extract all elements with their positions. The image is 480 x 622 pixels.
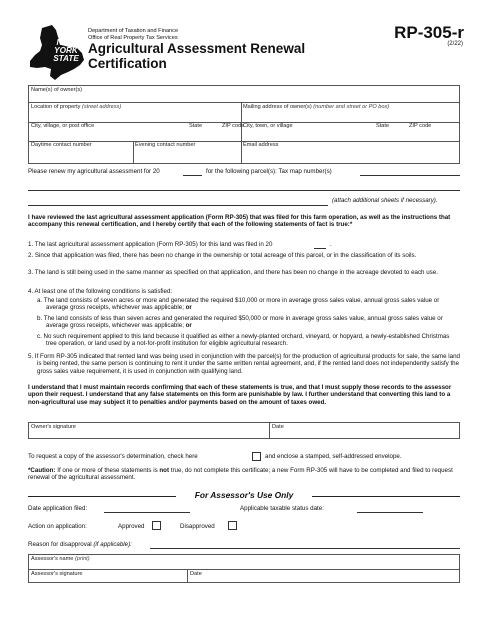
city-field[interactable]: City, village, or post office [31,123,95,129]
request-text-b: and enclose a stamped, self-addressed envelope. [265,453,402,460]
date-filed-input[interactable] [104,512,190,513]
title-line-1: Agricultural Assessment Renewal [88,41,306,56]
dept-line-2: Office of Real Property Tax Services [88,34,178,41]
logo-text: NEW YORK STATE [53,38,79,63]
nys-logo [28,24,86,82]
renew-text-b: for the following parcel(s): Tax map number(s) [206,168,332,175]
assessor-signature-box [28,554,460,583]
filed-year-input[interactable] [314,248,326,249]
item-2: 2. Since that application was filed, there has been no change in the ownership or total acreage of this parcel, or in the classification of its soils. [28,252,417,259]
divider [133,141,134,163]
tax-map-input-2[interactable] [28,190,460,191]
zip-field[interactable]: ZIP code [222,123,245,129]
owner-info-grid [28,85,460,164]
reason-input[interactable] [150,548,460,549]
item-1: 1. The last agricultural assessment application (Form RP-305) for this land was filed in 20 [28,241,273,248]
form-id: RP-305-r [394,23,464,42]
certify-statement: I have reviewed the last agricultural assessment application (Form RP-305) that was filed for this farm operation, as well as the instructions that accompany this renewal certification, and I hereby certify that each of the following statements of fact is true:* [28,214,451,229]
assessor-heading: For Assessor's Use Only [176,490,312,500]
disapproved-label: Disapproved [180,523,215,530]
divider [29,569,459,570]
assessor-signature-field[interactable]: Assessor's signature [31,571,83,577]
renew-year-input[interactable] [183,175,202,176]
mailing-city-field[interactable]: City, town, or village [243,123,293,129]
item-4a: a. The land consists of seven acres or more and generated the required $10,000 or more in average gross sales value, annual gross sales value or average gross receipts, whichever was applicable; or [37,297,440,312]
signature-date-field[interactable]: Date [272,424,284,430]
mailing-state-field[interactable]: State [376,123,390,129]
owner-name-field[interactable]: Name(s) of owner(s) [31,87,82,93]
taxable-date-input[interactable] [357,512,423,513]
tax-map-input[interactable] [360,175,460,176]
date-filed-label: Date application filed: [28,505,88,512]
email-field[interactable]: Email address [243,142,279,148]
item-4b: b. The land consists of less than seven acres and generated the required $50,000 or more in average gross sales value, annual gross sales value or average gross receipts, whichever was applicable; or [37,315,443,330]
assessor-name-field[interactable]: Assessor's name (print) [31,556,90,562]
department-name [88,28,178,41]
item-3: 3. The land is still being used in the same manner as specified on that application, and there has been no change in the acreage devoted to each use. [28,269,438,276]
approved-label: Approved [118,523,145,530]
form-revision: (2/22) [447,41,463,47]
attach-note: (attach additional sheets if necessary). [332,197,438,204]
divider [269,423,270,438]
reason-label: Reason for disapproval (if applicable): [28,541,132,548]
item-5: 5. If Form RP-305 indicated that rented land was being used in conjunction with the parcel(s) for the production of agricultural products for sale, the same land is being rented, the same person is continuing to rent it under the same written rental agreement, and, if the rented land does not independently satisfy the gross sales value requirement, it is used in conjunction with qualifying land. [28,353,460,375]
request-text-a: To request a copy of the assessor's determination, check here [28,453,198,460]
item-4c: c. No such requirement applied to this land because it qualified as either a newly-planted orchard, vineyard, or hopyard, a newly-established Christmas tree operation, or land used by a not-for-profit institution for eligible agricultural research. [37,333,450,348]
daytime-contact-field[interactable]: Daytime contact number [31,142,92,148]
divider [29,102,459,103]
approved-checkbox[interactable] [152,521,161,530]
request-copy-checkbox[interactable] [252,452,261,461]
owner-signature-box [28,422,460,439]
title-line-2: Certification [88,56,167,71]
action-label: Action on application: [28,523,87,530]
divider [187,569,188,582]
location-field[interactable]: Location of property (street address) [31,104,122,110]
divider [241,102,242,163]
mailing-address-field[interactable]: Mailing address of owner(s) (number and street or PO box) [243,104,390,110]
assessor-date-field[interactable]: Date [190,571,202,577]
item-1-end: . [330,241,332,248]
evening-contact-field[interactable]: Evening contact number [135,142,196,148]
form-title [88,41,348,71]
tax-map-input-3[interactable] [28,205,328,206]
dept-line-1: Department of Taxation and Finance [88,28,179,34]
understand-statement: I understand that I must maintain records confirming that each of these statements is true, and that I must supply those records to the assessor upon their request. I understand that any false statements on this form are punishable by law. I further understand that converting this land to a non-agricultural use may subject it to penalties and/or payments based on the amount of taxes owed. [28,384,452,406]
taxable-date-label: Applicable taxable status date: [240,505,324,512]
caution-note: *Caution: If one or more of these statements is not true, do not complete this certificate; a new Form RP-305 will have to be completed and filed to request renewal of the agricultural assessment. [28,467,453,482]
item-4: 4. At least one of the following conditions is satisfied: [28,288,173,295]
state-field[interactable]: State [189,123,203,129]
owner-signature-field[interactable]: Owner's signature [31,424,76,430]
assessor-section-heading [28,490,460,502]
mailing-zip-field[interactable]: ZIP code [409,123,432,129]
renew-text-a: Please renew my agricultural assessment for 20 [28,168,160,175]
disapproved-checkbox[interactable] [228,521,237,530]
